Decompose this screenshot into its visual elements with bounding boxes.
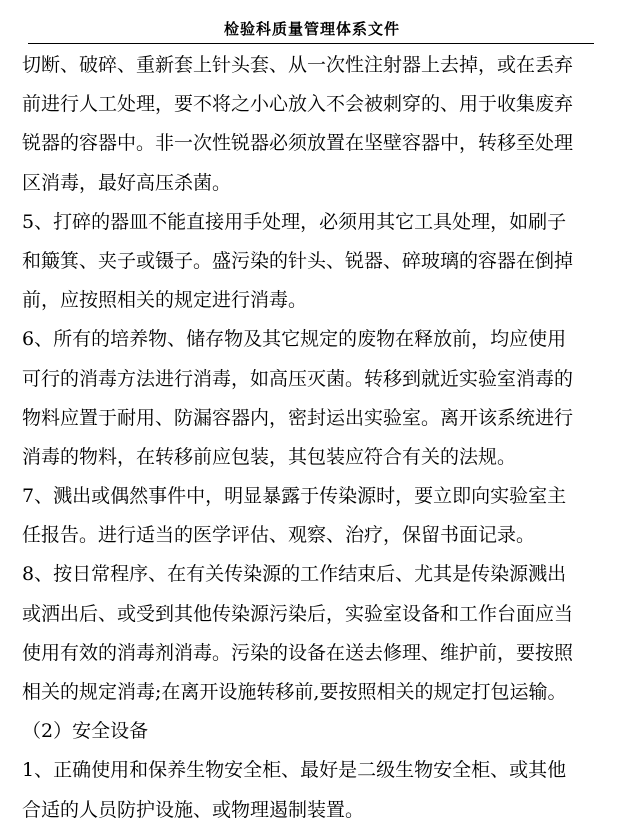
body-line: 区消毒，最好高压杀菌。 (22, 171, 232, 194)
body-line: 任报告。进行适当的医学评估、观察、治疗，保留书面记录。 (22, 524, 536, 547)
body-line: 1、正确使用和保养生物安全柜、最好是二级生物安全柜、或其他 (22, 759, 567, 782)
body-line: 物料应置于耐用、防漏容器内，密封运出实验室。离开该系统进行 (22, 406, 574, 429)
body-line: 前，应按照相关的规定进行消毒。 (22, 289, 308, 312)
body-line: 5、打碎的器皿不能直接用手处理，必须用其它工具处理，如刷子 (22, 210, 567, 233)
body-line: 使用有效的消毒剂消毒。污染的设备在送去修理、维护前，要按照 (22, 641, 574, 664)
body-line: 相关的规定消毒;在离开设施转移前,要按照相关的规定打包运输。 (22, 681, 567, 703)
document-header-title: 检验科质量管理体系文件 (223, 20, 400, 38)
body-line: 切断、破碎、重新套上针头套、从一次性注射器上去掉，或在丢弃 (22, 54, 574, 76)
document-body (22, 46, 596, 830)
body-line: 锐器的容器中。非一次性锐器必须放置在坚壁容器中，转移至处理 (22, 132, 574, 155)
body-line: 前进行人工处理，要不将之小心放入不会被刺穿的、用于收集废弃 (22, 93, 574, 116)
section-heading: （2）安全设备 (22, 720, 149, 743)
body-line: 消毒的物料，在转移前应包装，其包装应符合有关的法规。 (22, 445, 517, 468)
body-line: 和簸箕、夹子或镊子。盛污染的针头、锐器、碎玻璃的容器在倒掉 (22, 249, 574, 272)
body-line: 7、溅出或偶然事件中，明显暴露于传染源时，要立即向实验室主 (22, 485, 567, 508)
body-line: 可行的消毒方法进行消毒，如高压灭菌。转移到就近实验室消毒的 (22, 367, 574, 390)
body-line: 或洒出后、或受到其他传染源污染后，实验室设备和工作台面应当 (22, 602, 574, 625)
body-line: 6、所有的培养物、储存物及其它规定的废物在释放前，均应使用 (22, 328, 567, 351)
header-divider (28, 43, 594, 44)
body-line: 8、按日常程序、在有关传染源的工作结束后、尤其是传染源溅出 (22, 563, 567, 586)
body-line: 合适的人员防护设施、或物理遏制装置。 (22, 798, 365, 821)
